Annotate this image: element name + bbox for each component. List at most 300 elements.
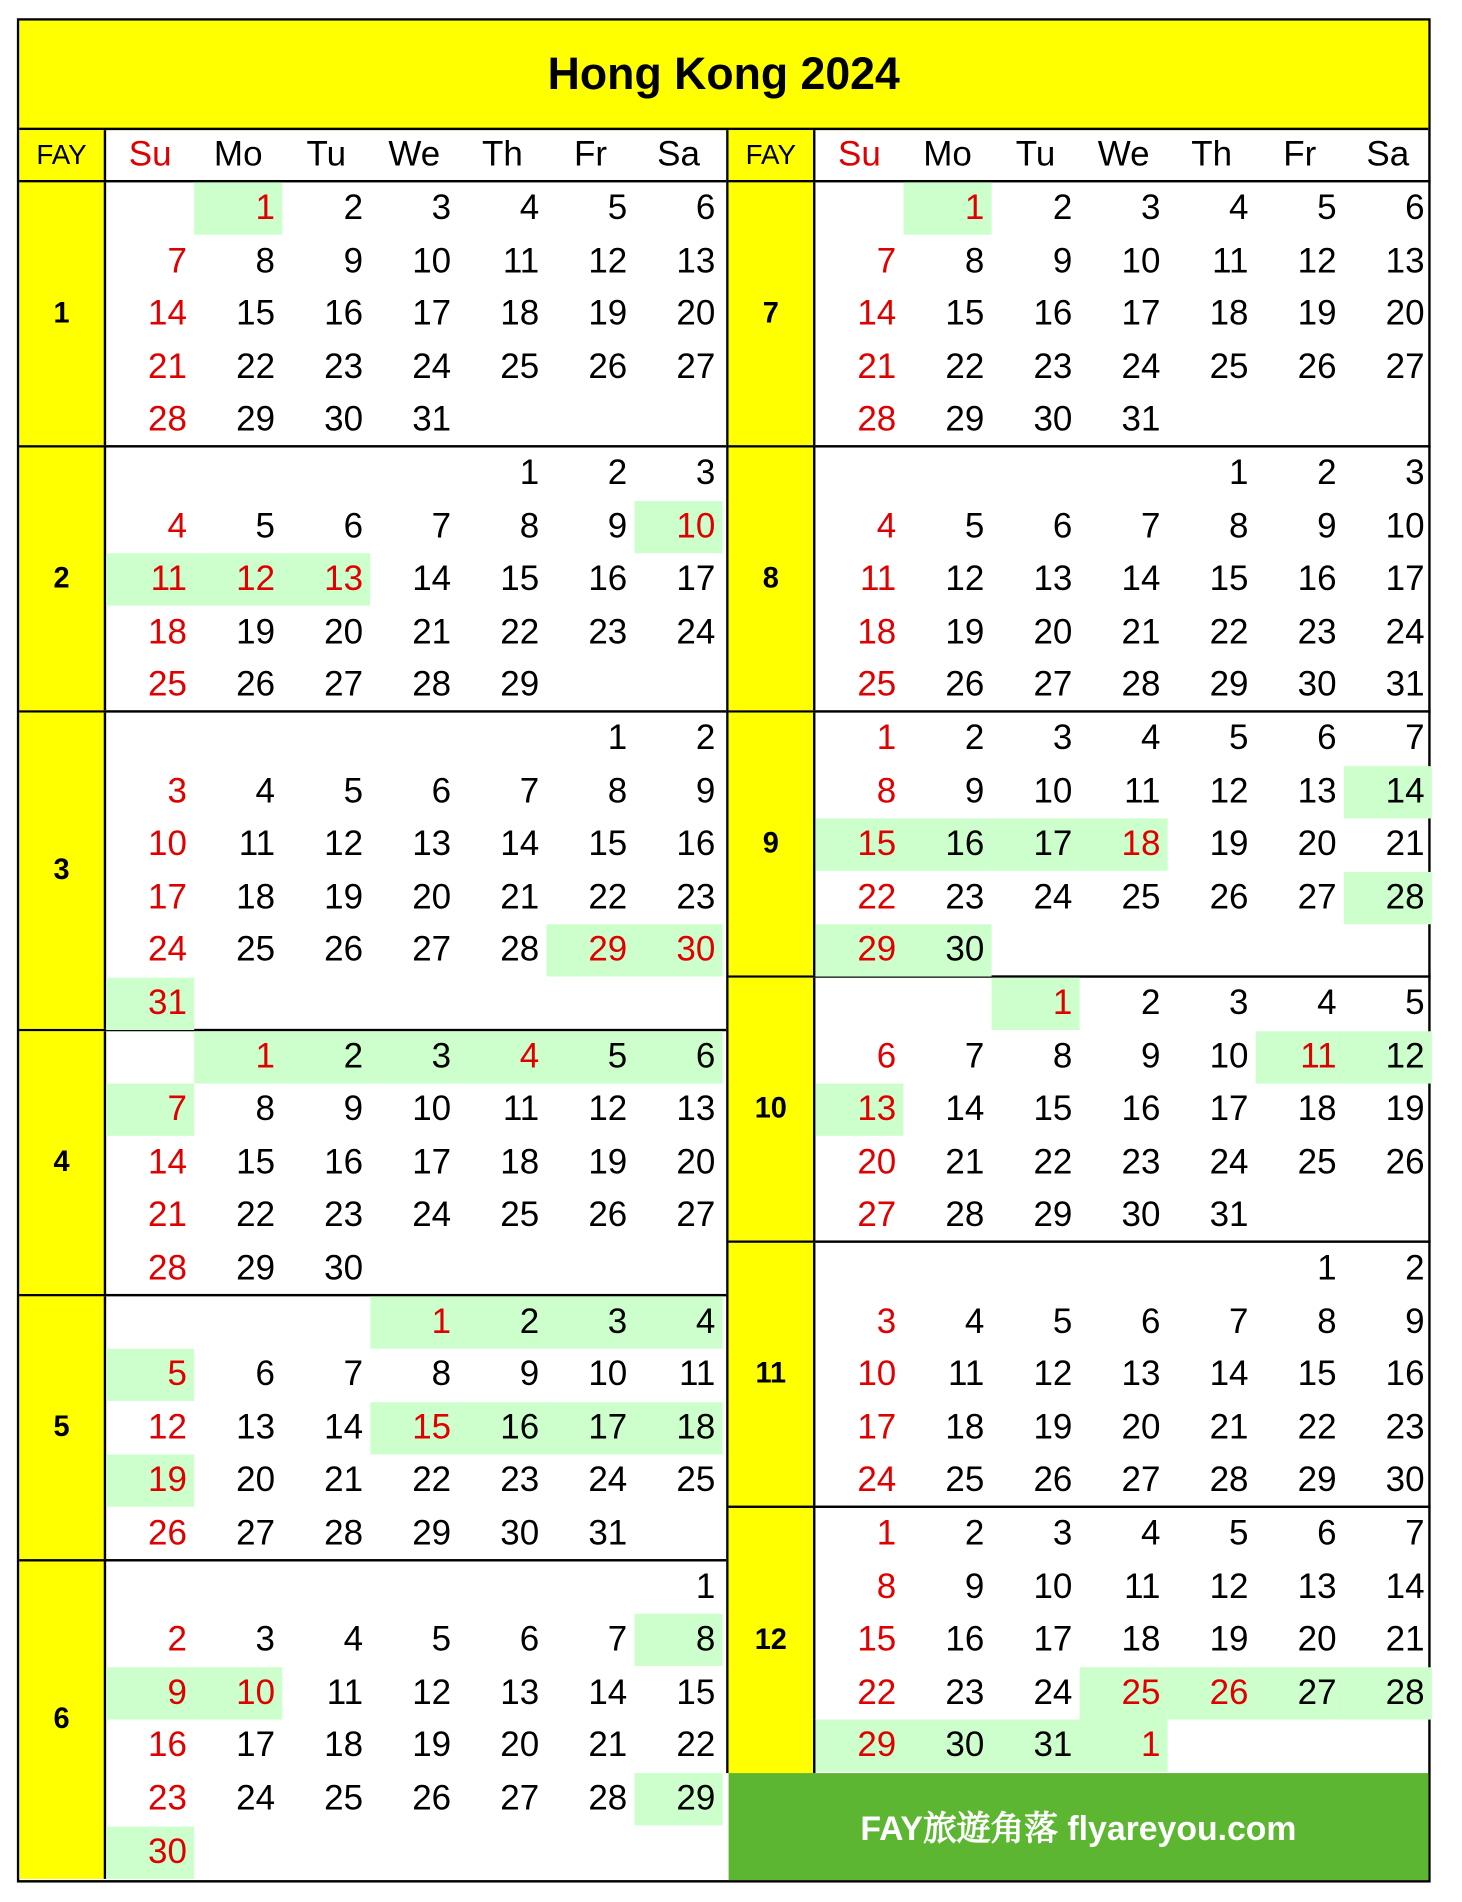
weekday-name: Su [838,134,881,174]
day-cell: 24 [1385,612,1425,652]
day-cell: 12 [194,554,282,606]
day-cell: 23 [1385,1408,1425,1447]
day-cell: 27 [1256,1667,1344,1719]
weekday-name: Su [128,134,172,174]
day-cell: 18 [500,294,540,334]
calendar-panel-right [726,130,1430,1773]
day-cell: 4 [458,1031,546,1083]
day-cell: 11 [1124,1567,1161,1606]
day-cell: 16 [324,294,364,334]
day-cell: 29 [815,925,903,977]
day-cell: 16 [945,1620,985,1660]
day-cell: 17 [412,1142,452,1182]
day-cell: 29 [236,1248,276,1288]
day-cell: 19 [324,877,364,917]
day-cell: 13 [1297,1567,1337,1606]
month-block [729,448,1431,713]
day-cell: 3 [1052,1514,1073,1553]
day-cell: 1 [876,718,897,758]
day-cell: 28 [945,1195,985,1235]
weekday-name: Tu [306,134,347,174]
day-cell: 30 [324,400,364,440]
day-cell: 28 [1121,665,1161,705]
day-cell: 25 [945,1461,985,1500]
day-cell: 10 [857,1354,897,1394]
day-cell: 10 [194,1667,282,1719]
day-cell: 24 [1033,1673,1073,1713]
day-cell: 27 [1033,665,1073,705]
day-cell: 3 [1229,983,1249,1023]
day-cell: 2 [964,718,985,758]
day-cell: 11 [1212,241,1249,281]
day-cell: 14 [945,1089,985,1129]
day-cell: 31 [992,1720,1080,1772]
day-cell: 7 [431,506,452,546]
day-cell: 17 [412,294,452,334]
day-cell: 19 [588,1142,628,1182]
day-cell: 25 [500,1195,540,1235]
day-cell: 21 [1385,824,1425,864]
day-cell: 16 [588,559,628,599]
day-cell: 18 [1121,1620,1161,1660]
day-cell: 31 [1121,400,1161,440]
day-cell: 13 [282,554,370,606]
day-cell: 16 [1385,1354,1425,1394]
day-cell: 26 [324,930,364,970]
day-cell: 5 [1405,983,1425,1023]
day-cell: 29 [236,400,276,440]
day-cell: 21 [1121,612,1161,652]
day-cell: 10 [148,824,187,864]
day-cell: 3 [1140,188,1161,228]
day-cell: 20 [1297,1620,1337,1660]
month-label: 3 [19,713,106,1029]
day-cell: 28 [857,400,897,440]
day-cell: 6 [431,771,452,811]
day-cell: 25 [1121,877,1161,917]
day-cell: 16 [1033,294,1073,334]
day-cell: 30 [106,1826,194,1878]
weekday-name: Sa [1366,134,1410,174]
day-cell: 10 [412,1089,452,1129]
day-cell: 18 [1080,819,1168,871]
day-cell: 30 [1033,400,1073,440]
day-cell: 27 [500,1779,540,1819]
day-cell: 7 [1140,506,1161,546]
day-cell: 1 [519,453,540,493]
day-cell: 27 [1297,877,1337,917]
day-cell: 11 [502,241,540,281]
day-cell: 8 [876,771,897,811]
day-cell: 25 [148,665,187,705]
day-cell: 28 [588,1779,628,1819]
day-cell: 13 [676,241,716,281]
day-cell: 31 [412,400,452,440]
day-cell: 12 [945,559,985,599]
day-cell: 27 [676,1195,716,1235]
day-cell: 12 [1344,1031,1432,1083]
weekday-name: Th [1191,134,1233,174]
day-cell: 14 [1121,559,1161,599]
month-label: 4 [19,1031,106,1294]
day-cell: 25 [857,665,897,705]
day-cell: 29 [546,925,634,977]
day-cell: 10 [1033,1567,1073,1606]
day-cell: 23 [1121,1142,1161,1182]
day-cell: 28 [324,1514,364,1553]
weekday-name: Sa [657,134,700,174]
day-cell: 2 [1140,983,1161,1023]
day-cell: 16 [324,1142,364,1182]
day-cell: 20 [676,1142,716,1182]
day-cell: 14 [1209,1354,1249,1394]
day-cell: 23 [945,877,985,917]
day-cell: 15 [236,294,276,334]
day-cell: 22 [676,1726,716,1766]
day-cell: 13 [1121,1354,1161,1394]
day-cell: 20 [236,1461,276,1500]
day-cell: 17 [236,1726,276,1766]
day-cell: 2 [343,188,364,228]
day-cell: 2 [964,1514,985,1553]
day-cell: 2 [167,1620,187,1660]
day-cell: 23 [324,347,364,387]
day-cell: 2 [607,453,628,493]
month-label: 11 [729,1243,816,1506]
day-cell: 7 [1405,718,1425,758]
day-cell: 26 [1385,1142,1425,1182]
month-label: 5 [19,1296,106,1559]
day-cell: 13 [500,1673,540,1713]
day-cell: 11 [238,824,276,864]
day-cell: 22 [1297,1408,1337,1447]
day-cell: 22 [857,877,897,917]
month-label [729,1720,816,1773]
day-cell: 14 [588,1673,628,1713]
day-cell: 27 [1385,347,1425,387]
day-cell: 10 [412,241,452,281]
day-cell: 3 [431,188,452,228]
day-cell: 17 [992,819,1080,871]
weekday-name: Fr [1283,134,1317,174]
day-cell: 21 [1385,1620,1425,1660]
day-cell: 24 [588,1461,628,1500]
day-cell: 4 [519,188,540,228]
day-cell: 19 [1297,294,1337,334]
day-cell: 12 [1033,1354,1073,1394]
day-cell: 9 [106,1667,194,1719]
day-cell: 15 [857,1620,897,1660]
day-cell: 24 [676,612,716,652]
day-cell: 21 [324,1461,364,1500]
day-cell: 13 [1385,241,1425,281]
day-cell: 5 [431,1620,452,1660]
day-cell: 25 [676,1461,716,1500]
day-cell: 21 [148,347,187,387]
day-cell: 9 [964,771,985,811]
day-cell: 5 [343,771,364,811]
day-cell: 19 [588,294,628,334]
day-cell: 24 [236,1779,276,1819]
month-block [19,182,726,447]
day-cell: 14 [1385,1567,1425,1606]
day-cell: 14 [857,294,897,334]
day-cell: 29 [500,665,540,705]
day-cell: 10 [588,1354,628,1394]
day-cell: 20 [1033,612,1073,652]
day-cell: 14 [148,1142,187,1182]
day-cell: 15 [370,1402,458,1454]
day-cell: 22 [857,1673,897,1713]
day-cell: 24 [412,347,452,387]
day-cell: 25 [236,930,276,970]
day-cell: 6 [255,1354,276,1394]
day-cell: 5 [607,188,628,228]
day-cell: 2 [1317,453,1337,493]
day-cell: 8 [607,771,628,811]
day-cell: 29 [1033,1195,1073,1235]
day-cell: 12 [588,1089,628,1129]
day-cell: 3 [370,1031,458,1083]
day-cell: 27 [236,1514,276,1553]
day-cell: 19 [412,1726,452,1766]
day-cell: 28 [148,1248,187,1288]
day-cell: 4 [1317,983,1337,1023]
day-cell: 15 [588,824,628,864]
day-cell: 19 [236,612,276,652]
weekday-name: Mo [923,134,972,174]
calendar-frame [17,18,1431,1882]
day-cell: 6 [1140,1301,1161,1341]
day-cell: 23 [676,877,716,917]
day-cell: 3 [695,453,716,493]
day-cell: 13 [1033,559,1073,599]
day-cell: 11 [1124,771,1161,811]
day-cell: 26 [412,1779,452,1819]
day-cell: 4 [964,1301,985,1341]
day-cell: 30 [1297,665,1337,705]
day-cell: 24 [1033,877,1073,917]
day-cell: 12 [1209,771,1249,811]
day-cell: 26 [945,665,985,705]
day-cell: 21 [412,612,452,652]
day-cell: 29 [815,1720,903,1772]
day-cell: 10 [634,501,722,553]
day-cell: 18 [1209,294,1249,334]
day-cell: 5 [1317,188,1337,228]
day-cell: 25 [1080,1667,1168,1719]
fay-header-label: FAY [19,130,106,180]
day-cell: 18 [945,1408,985,1447]
day-cell: 1 [876,1514,897,1553]
day-cell: 1 [607,718,628,758]
day-cell: 5 [1052,1301,1073,1341]
day-cell: 22 [588,877,628,917]
month-block [729,1720,1431,1773]
day-cell: 21 [1209,1408,1249,1447]
month-block [19,448,726,713]
day-cell: 31 [1385,665,1425,705]
footer-banner: FAY旅遊角落 flyareyou.com [729,1773,1429,1880]
day-cell: 15 [500,559,540,599]
day-cell: 8 [1052,1036,1073,1076]
day-cell: 6 [1405,188,1425,228]
day-cell: 14 [412,559,452,599]
day-cell: 16 [1297,559,1337,599]
day-cell: 22 [945,347,985,387]
calendar-panel-left [19,130,726,1879]
day-cell: 15 [676,1673,716,1713]
weekday-name: Th [481,134,523,174]
day-cell: 28 [500,930,540,970]
day-cell: 30 [324,1248,364,1288]
day-cell: 7 [964,1036,985,1076]
day-cell: 24 [857,1461,897,1500]
day-cell: 11 [859,559,897,599]
month-label: 6 [19,1561,106,1879]
weekday-name: Fr [573,134,607,174]
day-cell: 27 [412,930,452,970]
day-cell: 31 [588,1514,628,1553]
day-cell: 2 [458,1296,546,1348]
day-cell: 8 [519,506,540,546]
day-cell: 18 [148,612,187,652]
day-cell: 18 [324,1726,364,1766]
day-cell: 1 [1229,453,1249,493]
day-cell: 11 [947,1354,985,1394]
day-cell: 9 [1140,1036,1161,1076]
day-cell: 22 [412,1461,452,1500]
day-cell: 9 [1317,506,1337,546]
day-cell: 19 [1385,1089,1425,1129]
day-cell: 20 [1121,1408,1161,1447]
day-cell: 27 [857,1195,897,1235]
day-cell: 17 [546,1402,634,1454]
day-cell: 15 [945,294,985,334]
day-cell: 22 [1033,1142,1073,1182]
day-cell: 9 [343,241,364,281]
month-label: 8 [729,448,816,711]
day-cell: 9 [607,506,628,546]
day-cell: 7 [343,1354,364,1394]
day-cell: 17 [1033,1620,1073,1660]
day-cell: 9 [964,1567,985,1606]
day-cell: 9 [695,771,716,811]
day-cell: 17 [1121,294,1161,334]
day-cell: 8 [431,1354,452,1394]
day-cell: 16 [903,819,991,871]
day-cell: 25 [324,1779,364,1819]
day-cell: 17 [1385,559,1425,599]
day-cell: 7 [167,241,187,281]
day-cell: 14 [324,1407,364,1447]
day-cell: 26 [1297,347,1337,387]
day-cell: 3 [1405,453,1425,493]
day-cell: 1 [1080,1720,1168,1772]
day-cell: 28 [1344,1667,1432,1719]
day-cell: 9 [1052,241,1073,281]
day-cell: 15 [815,819,903,871]
day-cell: 22 [1209,612,1249,652]
day-cell: 20 [676,294,716,334]
day-cell: 2 [282,1031,370,1083]
day-cell: 26 [588,1195,628,1235]
day-cell: 8 [1317,1301,1337,1341]
day-cell: 1 [1317,1248,1337,1288]
day-cell: 24 [412,1195,452,1235]
day-cell: 10 [1209,1036,1249,1076]
day-cell: 29 [945,400,985,440]
day-cell: 29 [1297,1461,1337,1500]
weekday-name: We [1097,134,1150,174]
day-cell: 22 [236,347,276,387]
day-cell: 12 [148,1407,187,1447]
day-cell: 18 [634,1402,722,1454]
month-block [729,713,1431,978]
day-cell: 12 [588,241,628,281]
day-cell: 8 [876,1567,897,1606]
day-cell: 26 [588,347,628,387]
day-cell: 20 [1297,824,1337,864]
day-cell: 23 [500,1461,540,1500]
day-cell: 26 [236,665,276,705]
day-cell: 13 [676,1089,716,1129]
day-cell: 8 [255,1089,276,1129]
day-cell: 9 [1405,1301,1425,1341]
day-cell: 16 [676,824,716,864]
day-cell: 6 [1052,506,1073,546]
day-cell: 4 [1140,1514,1161,1553]
day-cell: 4 [255,771,276,811]
day-cell: 7 [1229,1301,1249,1341]
month-label: 7 [729,182,816,445]
day-cell: 16 [1121,1089,1161,1129]
day-cell: 4 [343,1620,364,1660]
day-cell: 29 [634,1773,722,1825]
month-label: 2 [19,448,106,711]
day-cell: 30 [1385,1461,1425,1500]
day-cell: 21 [857,347,897,387]
day-cell: 3 [255,1620,276,1660]
weekday-name: Mo [213,134,263,174]
day-cell: 1 [370,1296,458,1348]
day-cell: 12 [412,1673,452,1713]
day-cell: 6 [343,506,364,546]
day-cell: 5 [255,506,276,546]
day-cell: 6 [1317,718,1337,758]
day-cell: 5 [1229,1514,1249,1553]
day-cell: 26 [1033,1461,1073,1500]
day-cell: 15 [236,1142,276,1182]
day-cell: 1 [695,1567,716,1606]
day-cell: 18 [500,1142,540,1182]
day-cell: 1 [194,1031,282,1083]
day-cell: 11 [1256,1031,1344,1083]
day-cell: 5 [546,1031,634,1083]
day-cell: 11 [502,1089,540,1129]
month-block [19,713,726,1031]
day-cell: 23 [945,1673,985,1713]
day-cell: 20 [412,877,452,917]
day-cell: 18 [857,612,897,652]
day-cell: 14 [148,294,187,334]
day-cell: 13 [1297,771,1337,811]
month-block [19,1031,726,1296]
weekday-header [729,130,1431,182]
day-cell: 8 [1229,506,1249,546]
day-cell: 26 [1209,877,1249,917]
day-cell: 24 [148,930,187,970]
